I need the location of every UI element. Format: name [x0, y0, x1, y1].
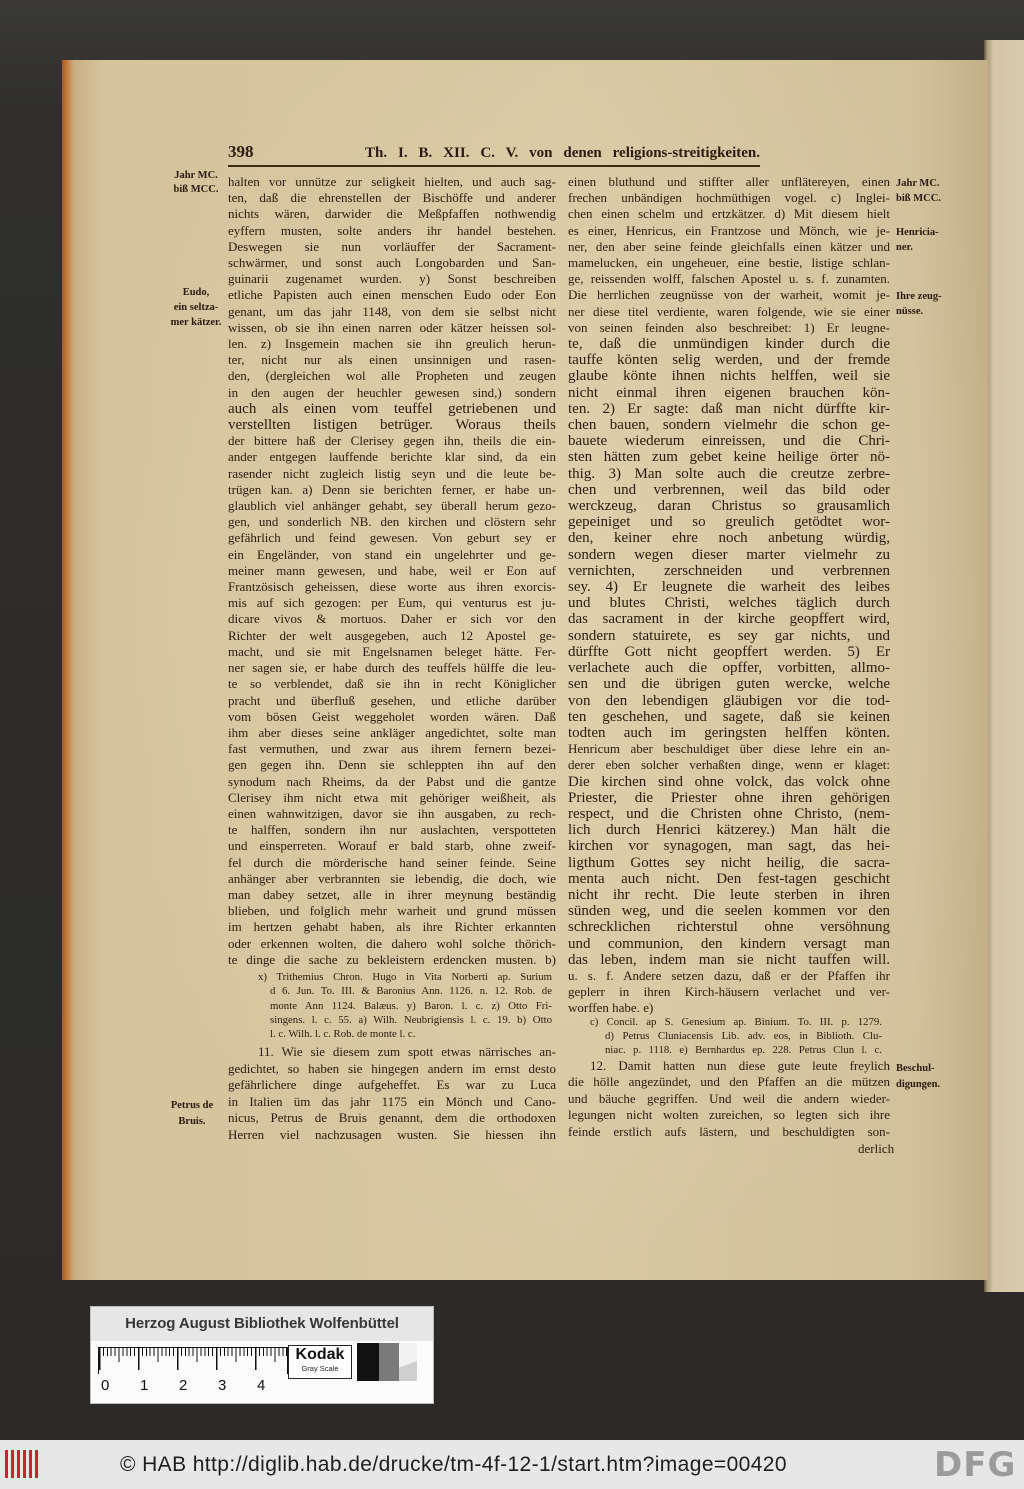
margin-note-line: digungen.: [896, 1079, 941, 1090]
text-line: chen und verbrennen, weil das bild oder: [568, 481, 890, 498]
margin-note-line: Henricia-: [896, 227, 939, 238]
text-line: verlachete auch die opffer, vorbitten, allmo-: [568, 660, 890, 677]
text-line: rasender nicht zugleich listig seyn und die leute be-: [228, 465, 556, 481]
running-head: Th. I. B. XII. C. V. von denen religions-streitigkeiten.: [365, 145, 760, 161]
text-line: einen bluthund und stiffter aller unflätereyen, einen: [568, 174, 890, 189]
text-line: oder erkennen wolten, die dahero wohl solche thörich-: [228, 935, 556, 951]
text-line: und einsperreten. Worauf er bald starb, ohne zweif-: [228, 838, 556, 854]
text-line: thig. 3) Man solte auch die creutze zerbre-: [568, 465, 890, 482]
footnote-line: c) Concil. ap S. Genesium ap. Binium. To. III. p. 1279.: [590, 1016, 882, 1028]
footnote-line: l. c. Wilh. l. c. Rob. de monte l. c.: [270, 1028, 416, 1041]
text-line: 12. Damit hatten nun diese gute leute freylich: [590, 1058, 890, 1073]
next-page-edge: [984, 40, 1024, 1292]
text-line: worffen habe. e): [568, 1000, 654, 1016]
text-line: Richter der welt ausgegeben, auch 12 Apostel ge-: [228, 627, 556, 643]
text-line: Herren viel nachzusagen wusten. Sie hiessen ihn: [228, 1126, 556, 1142]
book-page: [62, 60, 988, 1280]
margin-note-year-right: [896, 176, 966, 206]
text-line: im hertzen gehabt haben, als ihre Richter erkannten: [228, 919, 556, 935]
footnote-line: d 6. Jun. To. III. & Baronius Ann. 1126. n. 12. Rob. de: [270, 985, 552, 998]
margin-note-line: Bruis.: [178, 1116, 206, 1127]
text-line: len. z) Insgemein machen sie ihn greulich herun-: [228, 336, 556, 352]
text-line: lich durch Henrici kätzerey.) Man hält die: [568, 822, 890, 839]
text-line: te so verblendet, daß sie ihn in recht Königlicher: [228, 676, 556, 692]
text-line: gen, und sonderlich NB. den kirchen und clöstern sehr: [228, 514, 556, 530]
margin-note-line: Jahr MC.: [174, 170, 218, 181]
gray-swatch-mid: [379, 1343, 399, 1381]
text-line: Henricum aber beschuldiget über diese lehre ein an-: [568, 741, 890, 757]
text-line: von seinen feinden also beschreibet: 1) Er leugne-: [568, 319, 890, 335]
text-line: ligthum Gottes sey nicht heilig, die sacra-: [568, 854, 890, 871]
margin-note-line: biß MCC.: [896, 193, 941, 204]
text-line: das leben, indem man sie nicht tauffen will.: [568, 951, 890, 968]
footnote-line: niac. p. 1118. e) Bernhardus ep. 228. Petrus Clun l. c.: [605, 1044, 882, 1056]
paragraph-12: [568, 1058, 890, 1140]
text-line: menta auch nicht. Den fest-tagen geschicht: [568, 870, 890, 887]
text-line: u. s. f. Andere setzen dazu, daß er der Pfaffen ihr: [568, 967, 890, 983]
text-line: chen bauen, sondern vielmehr die schon ge-: [568, 417, 890, 434]
margin-note-line: Petrus de: [170, 1100, 214, 1111]
text-line: geplerr in ihren Kirch-häusern verlachet und ver-: [568, 984, 890, 1000]
library-color-label: [90, 1306, 434, 1404]
left-column-text: [228, 174, 556, 968]
text-line: chen einen schelm und ertzkätzer. d) Mit diesem hielt: [568, 206, 890, 222]
text-line: ten geschehen, und sagete, daß sie keinen: [568, 708, 890, 725]
text-line: und bäuche gegriffen. Und weil die andern wieder-: [568, 1090, 890, 1106]
margin-note-line: Beschul-: [896, 1063, 935, 1074]
margin-note-line: Jahr MC.: [896, 178, 940, 189]
text-line: ein Engeländer, von stand ein ungelehrter und ge-: [228, 546, 556, 562]
text-line: gen gegen ihn. Denn sie schleppten ihn auf den: [228, 757, 556, 773]
text-line: ner diese titel verdiente, waren folgende, wie sie einer: [568, 303, 890, 319]
text-line: synodum nach Rheims, da der Pabst und die gantze: [228, 773, 556, 789]
margin-note-year-left: [165, 169, 227, 197]
right-column-text: [568, 174, 890, 1017]
text-line: mamelucken, ein ungeheuer, eine bestie, listige schlan-: [568, 255, 890, 271]
text-line: frechen unbändigen hochmüthigen vogel. c) Inglei-: [568, 190, 890, 206]
text-line: vom bösen Geist weggeholet worden wären. Daß: [228, 708, 556, 724]
scale-number: 1: [140, 1377, 149, 1394]
text-line: bauete wiederum einreissen, und die Chri-: [568, 433, 890, 450]
text-line: nicus, Petrus de Bruis genannt, dem die orthodoxen: [228, 1110, 556, 1126]
text-line: das sacrament in der kirche geopffert wird,: [568, 611, 890, 628]
text-line: den, (dergleichen wol alle Propheten und zeugen: [228, 368, 556, 384]
text-line: fast vermuthen, und zwar aus ihrem fernern bezei-: [228, 741, 556, 757]
library-barcode-icon[interactable]: [5, 1450, 41, 1478]
right-column-footnotes: [590, 1015, 882, 1057]
viewer-footer: [0, 1440, 1024, 1489]
text-line: ter, nicht nur als einen unsinnigen und rasen-: [228, 352, 556, 368]
text-line: fel durch die mörderische hand seiner feinde. Seine: [228, 854, 556, 870]
text-line: eyffern musten, solte anders ihr handel bestehen.: [228, 222, 556, 238]
text-line: von den lebendigen gläubigen vor die tod-: [568, 692, 890, 709]
text-line: ge, reissenden wolff, falschen Apostel u. s. f. zunamten.: [568, 271, 890, 287]
text-line: guinarii zugenamet wurden. y) Sonst beschreiben: [228, 271, 556, 287]
text-line: wissen, ob sie ihn einen narren oder kätzer heissen sol-: [228, 319, 556, 335]
text-line: gedichtet, so haben sie hingegen andern im ernst desto: [228, 1060, 556, 1076]
margin-note-beschuldigungen: [896, 1061, 966, 1093]
gray-swatch-black: [357, 1343, 379, 1381]
margin-note-line: ner.: [896, 242, 913, 253]
text-line: sen und die übrigen guten wercke, welche: [568, 676, 890, 693]
text-line: Die kirchen sind ohne volck, das volck ohne: [568, 773, 890, 790]
footnote-line: singens. l. c. 55. a) Wilh. Neubrigiensis l. c. 19. b) Otto: [270, 1013, 552, 1026]
text-line: te, daß die unmündigen kinder durch die: [568, 336, 890, 353]
text-line: verstellten listigen betrüger. Woraus theils: [228, 417, 556, 434]
text-line: mis auf sich gezogen: per Eum, qui venturus est ju-: [228, 595, 556, 611]
text-line: trügen kan. a) Denn sie berichten ferner, er habe un-: [228, 481, 556, 497]
text-line: sey. 4) Er leugnete die warheit des leibes: [568, 579, 890, 596]
text-line: gefährlichere dinge aufgeheffet. Es war zu Luca: [228, 1077, 556, 1093]
text-line: vernichten, zerschneiden und verbrennen: [568, 562, 890, 579]
dfg-logo[interactable]: DFG: [934, 1445, 1017, 1485]
text-line: gefährlich und feind gewesen. Von geburt sey er: [228, 530, 556, 546]
text-line: schrecklichen richterstul ohne versöhnung: [568, 919, 890, 936]
gray-swatch-light: [399, 1343, 417, 1381]
text-line: gepeiniget und so greulich getödtet wor-: [568, 514, 890, 531]
text-line: feinde erstlich aufs lästern, und beschuldigten son-: [568, 1123, 890, 1139]
text-line: auch als einen vom teuffel getriebenen und: [228, 400, 556, 417]
margin-note-petrus: [158, 1098, 226, 1130]
text-line: ander entgegen lauffende berichte klar sind, da ein: [228, 449, 556, 465]
text-line: te halffen, sondern ihn nur auslachten, verspotteten: [228, 822, 556, 838]
text-line: sondern wegen dieser marter vielmehr zu: [568, 546, 890, 563]
margin-note-line: ein seltza-: [173, 302, 219, 313]
text-line: den, keiner ehre noch anbetung würdig,: [568, 530, 890, 547]
text-line: macht, und sie mit Engelsnamen beleget hätte. Fer-: [228, 643, 556, 659]
text-line: legungen nicht wolten zureichen, so legten sich ihre: [568, 1107, 890, 1123]
text-line: es einer, Henricus, ein Frantzose und Mönch, wie je-: [568, 222, 890, 238]
text-line: nicht ihr recht. Die leute sterben in ihren: [568, 886, 890, 903]
text-line: Frantzösisch geheissen, diese worte aus ihren exorcis-: [228, 579, 556, 595]
text-line: nicht einmal ihren eigenen brauchen kön-: [568, 384, 890, 401]
text-line: Priester, die Priester ohne ihren gehörigen: [568, 789, 890, 806]
margin-note-zeugnisse: [896, 289, 966, 319]
text-line: die hölle angezündet, und den Pfaffen an die mützen: [568, 1074, 890, 1090]
text-line: pracht und überfluß gesehen, und etliche darüber: [228, 692, 556, 708]
text-line: und blutes Christi, welches täglich durch: [568, 595, 890, 612]
scale-number: 0: [101, 1377, 110, 1394]
kodak-badge: [288, 1345, 352, 1379]
text-line: kirchen vor synagogen, man sagt, das hei-: [568, 838, 890, 855]
margin-note-henricianer: [896, 225, 966, 255]
text-line: ten. 2) Er sagte: daß man nicht dürffte kir-: [568, 400, 890, 417]
text-line: ihm aber dieses seine ankläger angedichtet, solte man: [228, 724, 556, 740]
text-line: meiner mann gewesen, und habe, weil er Eon auf: [228, 562, 556, 578]
text-line: halten vor unnütze zur seligkeit hielten, und auch sag-: [228, 174, 556, 189]
text-line: ten, daß die ehrenstellen der Bischöffe und anderer: [228, 190, 556, 206]
text-line: Deswegen sie nun vorläuffer der Sacrament-: [228, 238, 556, 254]
margin-note-line: Eudo,: [182, 287, 210, 298]
footnote-line: x) Trithemius Chron. Hugo in Vita Norberti ap. Surium: [258, 971, 552, 983]
margin-note-line: biß MCC.: [173, 184, 219, 195]
text-line: in Italien üm das jahr 1175 ein Mönch und Cano-: [228, 1093, 556, 1109]
text-line: todten auch im geringsten helffen könten.: [568, 724, 890, 741]
source-link[interactable]: © HAB http://diglib.hab.de/drucke/tm-4f-12-1/start.htm?image=00420: [120, 1453, 787, 1476]
text-line: schwärmer, und sonst auch Longobarden und San-: [228, 255, 556, 271]
text-line: einen wahnwitzigen, davor sie ihn ausgaben, zu rech-: [228, 805, 556, 821]
text-line: man dabey setzet, alle in ihrer meynung beständig: [228, 886, 556, 902]
library-name: Herzog August Bibliothek Wolfenbüttel: [91, 1307, 433, 1341]
scale-number: 4: [257, 1377, 266, 1394]
text-line: derer eben solcher verhaßten dinge, wenn er klaget:: [568, 757, 890, 773]
text-line: tauffe könten selig werden, und der fremde: [568, 352, 890, 369]
margin-note-line: nüsse.: [896, 306, 924, 317]
text-line: te dinge die sache zu bekleistern erdencken musten. b): [228, 951, 556, 967]
margin-note-eudo: [165, 285, 227, 330]
scale-number: 2: [179, 1377, 188, 1394]
catchword: derlich: [858, 1141, 895, 1156]
kodak-subtitle: Gray Scale: [301, 1364, 339, 1373]
text-line: glaube könte ihnen nichts helffen, weil sie: [568, 368, 890, 385]
text-line: sten hätten zum gebet keine heilige örter nö-: [568, 449, 890, 466]
margin-note-line: Ihre zeug-: [896, 291, 942, 302]
scale-number: 3: [218, 1377, 227, 1394]
text-line: und communion, den kindern versagt man: [568, 935, 890, 952]
text-line: werckzeug, daran Christus so grausamlich: [568, 498, 890, 515]
footnote-line: d) Petrus Cluniacensis Lib. adv. eos, in Biblioth. Clu-: [605, 1030, 882, 1042]
text-line: nichts wären, darwider die Meßpfaffen nothwendig: [228, 206, 556, 222]
text-line: ner, den aber seine feinde gleichfalls einen kätzer und: [568, 238, 890, 254]
text-line: genant, um das jahr 1148, von dem sie selbst nicht: [228, 303, 556, 319]
text-line: respect, und die Christen ohne Christo, (nem-: [568, 805, 890, 822]
text-line: dürffte Gott nicht geopffert werden. 5) Er: [568, 643, 890, 660]
text-line: ner sagen sie, er habe durch des teuffels hülffe die leu-: [228, 660, 556, 676]
text-line: in den augen der heuchler gewesen sind,) sondern: [228, 384, 556, 400]
text-line: sünden weg, und die seelen kommen vor den: [568, 903, 890, 920]
text-line: 11. Wie sie diesem zum spott etwas närrisches an-: [258, 1044, 556, 1059]
text-line: etliche Papisten auch einen menschen Eudo oder Eon: [228, 287, 556, 303]
footnote-line: monte Ann 1124. Balæus. y) Baron. l. c. z) Otto Fri-: [270, 999, 552, 1012]
text-line: glaublich viel anhänger gehabt, sey überall herum gezo-: [228, 498, 556, 514]
text-line: Die herrlichen zeugnüsse von der warheit, womit je-: [568, 287, 890, 303]
kodak-brand: Kodak: [295, 1346, 345, 1363]
text-line: anhänger aber verbrannten sie lebendig, die doch, wie: [228, 870, 556, 886]
margin-note-line: mer kätzer.: [170, 317, 222, 328]
left-column-footnotes: [258, 970, 552, 1041]
page-number: 398: [228, 142, 254, 161]
text-line: der bittere haß der Clerisey gegen ihn, theils die ein-: [228, 433, 556, 449]
text-line: sondern statuirete, es sey gar nichts, und: [568, 627, 890, 644]
paragraph-11: [228, 1044, 556, 1144]
text-line: Clerisey ihm nicht etwa mit gehöriger weißheit, als: [228, 789, 556, 805]
text-line: dicare vivos & mortuos. Daher er sich vor den: [228, 611, 556, 627]
scale-ruler: [98, 1347, 288, 1374]
header-rule: [228, 165, 760, 167]
text-line: blieben, und folglich mehr warheit und grund müssen: [228, 903, 556, 919]
